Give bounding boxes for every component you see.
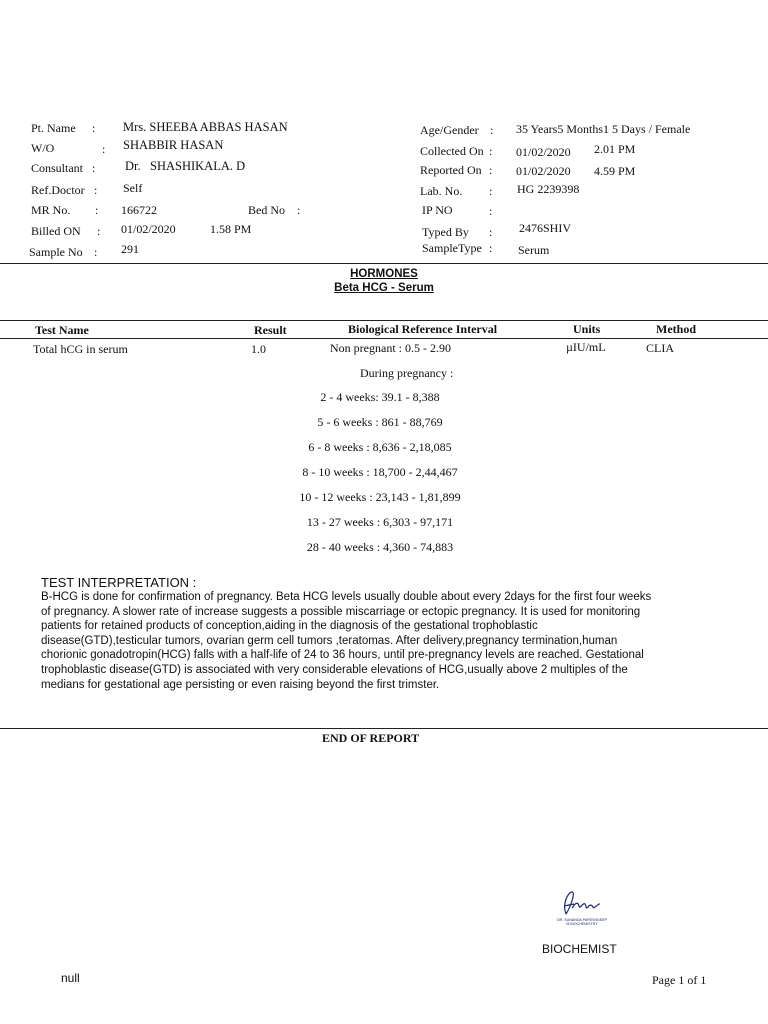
- col-units: Units: [573, 322, 601, 336]
- sample-type-colon: :: [489, 241, 493, 255]
- billed-on-date: 01/02/2020: [121, 222, 176, 236]
- pt-name-colon: :: [92, 121, 96, 135]
- reported-on-colon: :: [489, 163, 493, 177]
- billed-on-label: Billed ON: [31, 224, 81, 238]
- units-cell: µIU/mL: [566, 340, 606, 354]
- lab-no-label: Lab. No.: [420, 184, 463, 198]
- typed-by-label: Typed By: [422, 225, 469, 239]
- bed-no-colon: :: [297, 203, 301, 217]
- reference-non-pregnant: Non pregnant : 0.5 - 2.90: [330, 341, 451, 355]
- interpretation-title: TEST INTERPRETATION :: [41, 575, 197, 590]
- ref-doctor-label: Ref.Doctor: [31, 183, 85, 197]
- pregnancy-range-item: 6 - 8 weeks : 8,636 - 2,18,085: [308, 440, 452, 454]
- sample-no-label: Sample No: [29, 245, 83, 259]
- billed-on-time: 1.58 PM: [210, 222, 252, 236]
- bed-no-label: Bed No: [248, 203, 285, 217]
- billed-on-colon: :: [97, 224, 101, 238]
- signature: [552, 886, 612, 926]
- table-top-rule: [0, 320, 768, 321]
- typed-by-colon: :: [489, 225, 493, 239]
- consultant-value: Dr. SHASHIKALA. D: [125, 159, 246, 173]
- sample-type-label: SampleType: [422, 241, 482, 255]
- age-gender-value: 35 Years5 Months1 5 Days / Female: [516, 122, 691, 136]
- collected-on-time: 2.01 PM: [594, 142, 636, 156]
- ref-doctor-value: Self: [123, 181, 143, 195]
- pregnancy-range-item: 5 - 6 weeks : 861 - 88,769: [317, 415, 443, 429]
- method-cell: CLIA: [646, 341, 674, 355]
- consultant-colon: :: [92, 161, 96, 175]
- lab-no-value: HG 2239398: [517, 182, 580, 196]
- lab-no-colon: :: [489, 184, 493, 198]
- consultant-label: Consultant: [31, 161, 84, 175]
- age-gender-colon: :: [490, 123, 494, 137]
- wo-colon: :: [102, 142, 106, 156]
- col-method: Method: [656, 322, 696, 336]
- ip-no-label: IP NO: [422, 203, 453, 217]
- report-end-rule: [0, 728, 768, 729]
- pt-name-label: Pt. Name: [31, 121, 76, 135]
- mr-no-colon: :: [95, 203, 99, 217]
- section-subtitle: Beta HCG - Serum: [334, 282, 434, 294]
- pregnancy-range-item: 13 - 27 weeks : 6,303 - 97,171: [306, 515, 454, 529]
- pt-name-value: Mrs. SHEEBA ABBAS HASAN: [123, 120, 288, 134]
- sample-no-value: 291: [121, 242, 139, 256]
- pregnancy-heading: During pregnancy :: [360, 366, 454, 380]
- reported-on-time: 4.59 PM: [594, 164, 636, 178]
- null-text: null: [61, 971, 80, 985]
- ip-no-colon: :: [489, 204, 493, 218]
- result-cell: 1.0: [251, 342, 266, 356]
- signature-caption: DR. SUNANDA PARESHDEEP M.BIOCHEMISTRY: [557, 918, 607, 927]
- interpretation-body: B-HCG is done for confirmation of pregnancy. Beta HCG levels usually double about every 2days for the first four weeks of pregnancy. A slower rate of increase suggests a possible miscarriage or ectopic pregnancy. It is used for monitoring patients for retained products of conception,aiding in the diagnosis of the gestational trophoblastic disease(GTD),testicular tumors, ovarian germ cell tumors ,teratomas. After delivery,pregnancy termination,human chorionic gonadotropin(HCG) falls with a half-life of 24 to 36 hours, until pre-pregnancy levels are reached. Gestational trophoblastic disease(GTD) is associated with very considerable elevations of HCG,usually above 2 multiples of the medians for gestational age persisting or even raising beyond the first trimster.: [41, 591, 652, 691]
- biochemist-label: BIOCHEMIST: [542, 942, 617, 956]
- header-divider: [0, 263, 768, 264]
- ref-doctor-colon: :: [94, 183, 98, 197]
- col-reference: Biological Reference Interval: [348, 322, 498, 336]
- pregnancy-range-item: 8 - 10 weeks : 18,700 - 2,44,467: [302, 465, 458, 479]
- page-number: Page 1 of 1: [652, 973, 707, 987]
- wo-value: SHABBIR HASAN: [123, 138, 224, 152]
- collected-on-colon: :: [489, 144, 493, 158]
- pregnancy-range-item: 28 - 40 weeks : 4,360 - 74,883: [306, 540, 454, 554]
- signature-mark: [552, 886, 612, 922]
- collected-on-date: 01/02/2020: [516, 145, 571, 159]
- sample-type-value: Serum: [518, 243, 550, 257]
- wo-label: W/O: [31, 141, 55, 155]
- pregnancy-range-item: 10 - 12 weeks : 23,143 - 1,81,899: [299, 490, 461, 504]
- mr-no-label: MR No.: [31, 203, 71, 217]
- collected-on-label: Collected On: [420, 144, 484, 158]
- pregnancy-range-item: 2 - 4 weeks: 39.1 - 8,388: [320, 390, 440, 404]
- reported-on-label: Reported On: [420, 163, 482, 177]
- col-result: Result: [254, 323, 287, 337]
- typed-by-value: 2476SHIV: [519, 221, 572, 235]
- mr-no-value: 166722: [121, 203, 157, 217]
- table-header-rule: [0, 338, 768, 339]
- sample-no-colon: :: [94, 245, 98, 259]
- section-title: HORMONES: [350, 268, 418, 280]
- test-name-cell: Total hCG in serum: [33, 342, 128, 356]
- end-of-report: END OF REPORT: [322, 731, 420, 745]
- age-gender-label: Age/Gender: [420, 123, 479, 137]
- reported-on-date: 01/02/2020: [516, 164, 571, 178]
- col-test-name: Test Name: [35, 323, 89, 337]
